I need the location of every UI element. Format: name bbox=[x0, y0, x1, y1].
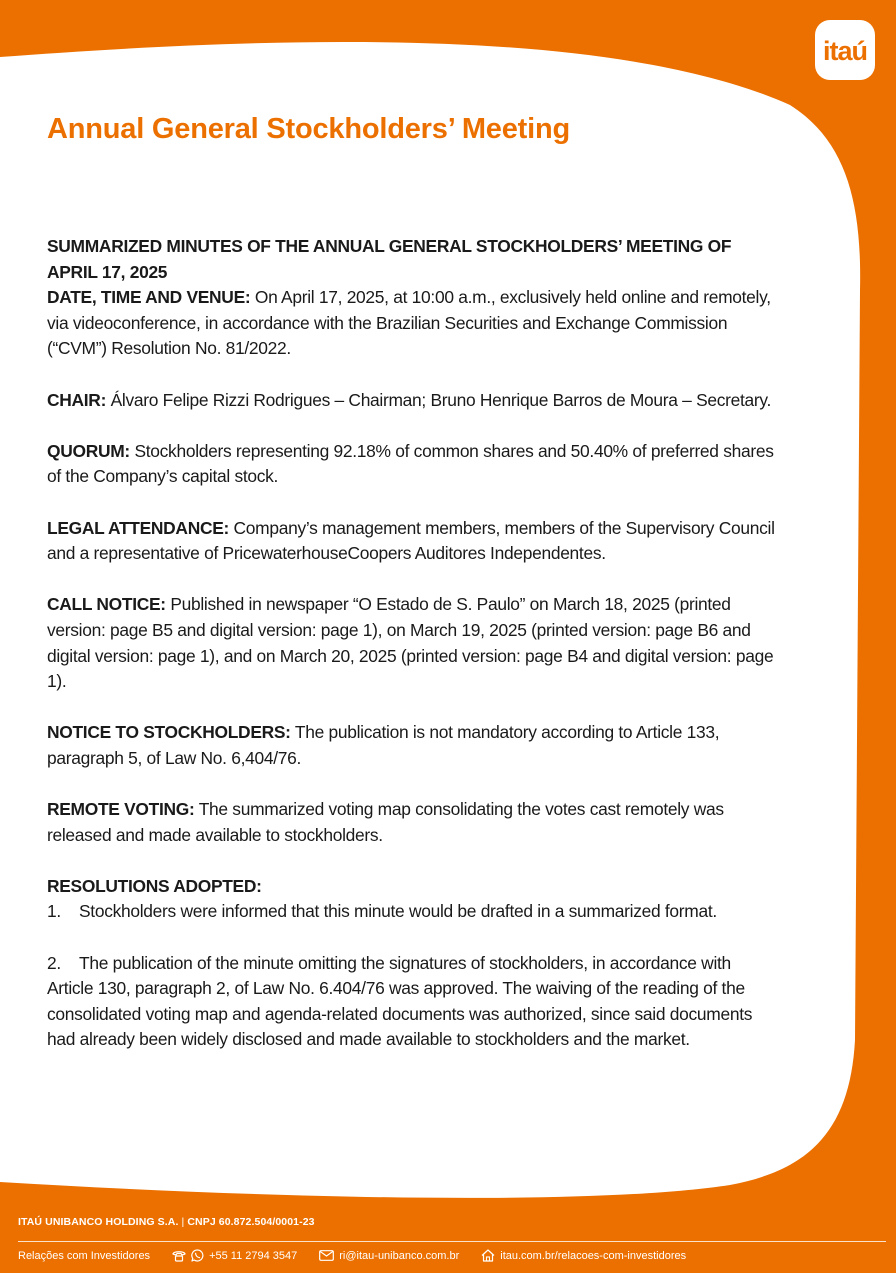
resolutions-heading bbox=[47, 874, 779, 900]
resolution-text: Stockholders were informed that this minute would be drafted in a summarized format. bbox=[79, 901, 717, 922]
section-notice-to-stockholders bbox=[47, 720, 779, 771]
email-icon bbox=[319, 1250, 334, 1261]
phone-icon bbox=[172, 1250, 186, 1262]
resolution-item-2 bbox=[47, 951, 779, 1053]
email-contact[interactable] bbox=[319, 1250, 459, 1262]
section-label: LEGAL ATTENDANCE: bbox=[47, 517, 230, 538]
section-quorum bbox=[47, 439, 779, 490]
phone-contact[interactable] bbox=[172, 1249, 297, 1262]
section-label: QUORUM: bbox=[47, 440, 130, 461]
company-name: ITAÚ UNIBANCO HOLDING S.A. bbox=[18, 1216, 179, 1228]
section-text: Álvaro Felipe Rizzi Rodrigues – Chairman; Bruno Henrique Barros de Moura – Secretary. bbox=[106, 389, 772, 410]
resolution-item-1 bbox=[47, 899, 779, 925]
section-label: DATE, TIME AND VENUE: bbox=[47, 287, 251, 308]
section-legal-attendance bbox=[47, 516, 779, 567]
website-link[interactable] bbox=[481, 1249, 686, 1262]
section-call-notice bbox=[47, 592, 779, 694]
footer bbox=[18, 1216, 884, 1262]
minutes-heading bbox=[47, 234, 779, 285]
section-date-time-venue bbox=[47, 285, 779, 362]
company-separator: | bbox=[178, 1216, 188, 1228]
section-text: The publication is not mandatory according to Article 133, paragraph 5, of Law No. 6,404/76. bbox=[47, 722, 720, 768]
footer-contacts bbox=[18, 1249, 884, 1262]
resolution-text: The publication of the minute omitting the signatures of stockholders, in accordance with Article 130, paragraph 2, of Law No. 6.404/76 was approved. The waiving of the reading of the consolidated voting map and agenda-related documents was authorized, since said documents had already been widely disclosed and made available to stockholders and the market. bbox=[47, 952, 753, 1050]
website-url: itau.com.br/relacoes-com-investidores bbox=[500, 1249, 687, 1262]
company-cnpj: CNPJ 60.872.504/0001-23 bbox=[187, 1216, 315, 1228]
footer-company-line bbox=[18, 1216, 884, 1228]
section-text: Stockholders representing 92.18% of common shares and 50.40% of preferred shares of the Company’s capital stock. bbox=[47, 440, 774, 487]
resolution-number: 2. bbox=[47, 952, 61, 973]
resolutions-label: RESOLUTIONS ADOPTED: bbox=[47, 875, 262, 896]
resolution-number: 1. bbox=[47, 901, 61, 922]
section-text: The summarized voting map consolidating the votes cast remotely was released and made available to stockholders. bbox=[47, 799, 724, 845]
email-address: ri@itau-unibanco.com.br bbox=[339, 1249, 460, 1262]
section-label: REMOTE VOTING: bbox=[47, 799, 195, 820]
home-icon bbox=[481, 1249, 495, 1262]
footer-divider bbox=[18, 1241, 886, 1242]
section-chair bbox=[47, 388, 779, 414]
section-label: CALL NOTICE: bbox=[47, 594, 166, 615]
investor-relations-label: Relações com Investidores bbox=[18, 1249, 151, 1262]
section-text: On April 17, 2025, at 10:00 a.m., exclusively held online and remotely, via videoconference, in accordance with the Brazilian Securities and Exchange Commission (“CVM”) Resolution No. 81/2022. bbox=[47, 287, 771, 359]
minutes-heading-text: SUMMARIZED MINUTES OF THE ANNUAL GENERAL STOCKHOLDERS’ MEETING OF APRIL 17, 2025 bbox=[47, 236, 732, 282]
whatsapp-icon bbox=[191, 1249, 204, 1262]
logo-text: itaú bbox=[822, 35, 867, 66]
section-remote-voting bbox=[47, 797, 779, 848]
section-label: CHAIR: bbox=[47, 389, 107, 410]
phone-number: +55 11 2794 3547 bbox=[209, 1249, 298, 1262]
minutes-content bbox=[47, 234, 779, 1079]
itau-logo bbox=[815, 20, 875, 80]
section-text: Company’s management members, members of the Supervisory Council and a representative of PricewaterhouseCoopers Auditores Independentes. bbox=[47, 517, 775, 564]
page-title: Annual General Stockholders’ Meeting bbox=[47, 113, 570, 145]
section-label: NOTICE TO STOCKHOLDERS: bbox=[47, 722, 291, 743]
section-text: Published in newspaper “O Estado de S. Paulo” on March 18, 2025 (printed version: page B5 and digital version: page 1), on March 19, 2025 (printed version: page B6 and digital version: page 1), and on March 20, 2025 (printed version: page B4 and digital version: page 1). bbox=[47, 594, 774, 692]
